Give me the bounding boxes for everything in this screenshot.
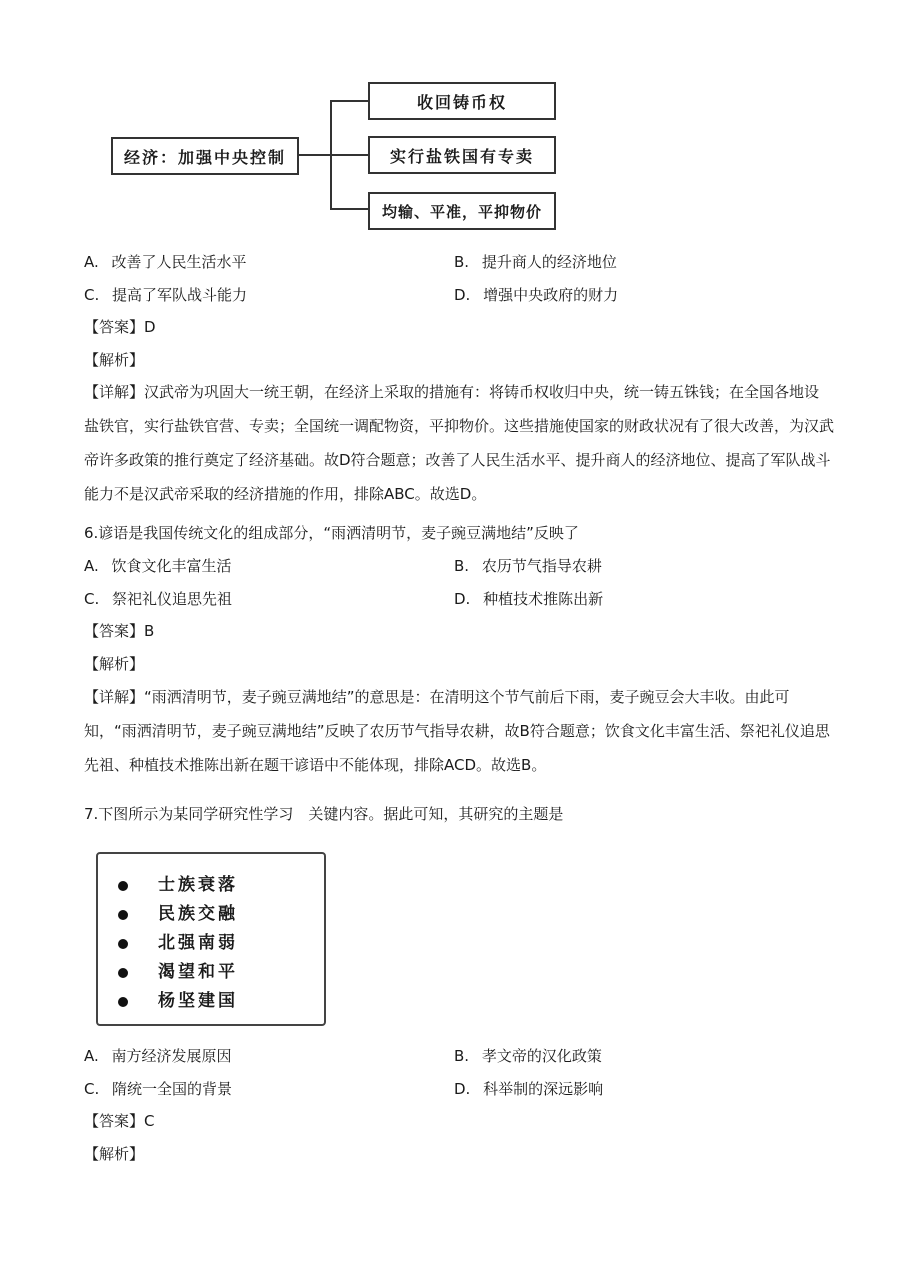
q5-analysis-tag: 【解析】	[84, 351, 145, 369]
bullet-icon	[118, 968, 128, 978]
option-text: 农历节气指导农耕	[481, 557, 602, 575]
scroll-item-text: 民族交融	[158, 904, 238, 924]
detail-tag: 【详解】	[84, 688, 145, 706]
diagram-connector	[297, 154, 331, 156]
option-letter: C.	[84, 590, 100, 608]
q6-detail	[84, 680, 834, 782]
scroll-item	[118, 928, 238, 953]
diagram-branch-line-1	[330, 100, 368, 102]
answer-value: C	[144, 1112, 155, 1130]
answer-tag: 【答案】	[84, 1112, 145, 1130]
q6-option-d[interactable]	[454, 588, 603, 609]
answer-tag: 【答案】	[84, 622, 145, 640]
scroll-item	[118, 957, 238, 982]
option-letter: B.	[454, 1047, 470, 1065]
q6-answer	[84, 620, 154, 641]
diagram-branch-line-3	[330, 208, 368, 210]
q5-option-a[interactable]	[84, 251, 247, 272]
option-text: 增强中央政府的财力	[483, 286, 619, 304]
q6-option-c[interactable]	[84, 588, 232, 609]
diagram-branch-line-2	[330, 154, 368, 156]
q5-option-b[interactable]	[454, 251, 617, 272]
option-text: 隋统一全国的背景	[112, 1080, 233, 1098]
option-letter: D.	[454, 286, 471, 304]
q6-analysis-tag: 【解析】	[84, 655, 145, 673]
diagram-branch-box-3	[368, 192, 556, 230]
q5-option-c[interactable]	[84, 284, 247, 305]
option-text: 科举制的深远影响	[483, 1080, 604, 1098]
option-letter: A.	[84, 1047, 99, 1065]
q7-option-b[interactable]	[454, 1045, 602, 1066]
q7-answer	[84, 1110, 155, 1131]
diagram-branch-box-1	[368, 82, 556, 120]
diagram-root-label: 经济：加强中央控制	[123, 147, 286, 167]
option-text: 饮食文化丰富生活	[111, 557, 232, 575]
scroll-item	[118, 986, 238, 1011]
option-letter: D.	[454, 590, 471, 608]
diagram-branch-label: 收回铸币权	[416, 92, 507, 112]
option-letter: C.	[84, 286, 100, 304]
scroll-item-text: 渴望和平	[158, 962, 238, 982]
bullet-icon	[118, 939, 128, 949]
scroll-item	[118, 899, 238, 924]
q5-option-d[interactable]	[454, 284, 618, 305]
q5-detail	[84, 375, 834, 511]
bullet-icon	[118, 910, 128, 920]
diagram-root-box	[111, 137, 299, 175]
scroll-item	[118, 870, 238, 895]
answer-value: B	[144, 622, 155, 640]
bullet-icon	[118, 997, 128, 1007]
q7-option-c[interactable]	[84, 1078, 232, 1099]
scroll-item-text: 杨坚建国	[158, 991, 238, 1011]
option-text: 祭祀礼仪追思先祖	[112, 590, 233, 608]
option-letter: C.	[84, 1080, 100, 1098]
option-text: 种植技术推陈出新	[483, 590, 604, 608]
option-text: 南方经济发展原因	[111, 1047, 232, 1065]
option-letter: A.	[84, 253, 99, 271]
detail-text: “雨洒清明节，麦子豌豆满地结”的意思是：在清明这个节气前后下雨，麦子豌豆会大丰收。由此可知，“雨洒清明节，麦子豌豆满地结”反映了农历节气指导农耕，故B符合题意；饮食文化丰富生活、祭祀礼仪追思先祖、种植技术推陈出新在题干谚语中不能体现，排除ACD。故选B。	[84, 688, 830, 774]
diagram-branch-label: 实行盐铁国有专卖	[389, 146, 534, 166]
option-letter: D.	[454, 1080, 471, 1098]
option-text: 改善了人民生活水平	[111, 253, 247, 271]
q7-option-a[interactable]	[84, 1045, 232, 1066]
option-letter: B.	[454, 253, 470, 271]
answer-value: D	[144, 318, 156, 336]
scroll-card	[96, 852, 326, 1026]
option-text: 提升商人的经济地位	[481, 253, 617, 271]
q7-option-d[interactable]	[454, 1078, 603, 1099]
q6-option-b[interactable]	[454, 555, 602, 576]
bullet-icon	[118, 881, 128, 891]
diagram-branch-label: 均输、平准，平抑物价	[381, 202, 542, 221]
q5-answer	[84, 316, 156, 337]
q6-stem: 6.谚语是我国传统文化的组成部分，“雨洒清明节，麦子豌豆满地结”反映了	[84, 524, 579, 542]
detail-tag: 【详解】	[84, 383, 145, 401]
q6-option-a[interactable]	[84, 555, 232, 576]
option-text: 孝文帝的汉化政策	[481, 1047, 602, 1065]
option-letter: A.	[84, 557, 99, 575]
scroll-item-text: 北强南弱	[158, 933, 238, 953]
q7-analysis-tag: 【解析】	[84, 1145, 145, 1163]
answer-tag: 【答案】	[84, 318, 145, 336]
q7-stem: 7.下图所示为某同学研究性学习 关键内容。据此可知，其研究的主题是	[84, 805, 564, 823]
scroll-item-text: 士族衰落	[158, 875, 238, 895]
option-text: 提高了军队战斗能力	[112, 286, 248, 304]
detail-text: 汉武帝为巩固大一统王朝，在经济上采取的措施有：将铸币权收归中央，统一铸五铢钱；在全国各地设盐铁官，实行盐铁官营、专卖；全国统一调配物资，平抑物价。这些措施使国家的财政状况有了很大改善，为汉武帝许多政策的推行奠定了经济基础。故D符合题意；改善了人民生活水平、提升商人的经济地位、提高了军队战斗能力不是汉武帝采取的经济措施的作用，排除ABC。故选D。	[84, 383, 835, 503]
diagram-branch-box-2	[368, 136, 556, 174]
option-letter: B.	[454, 557, 470, 575]
